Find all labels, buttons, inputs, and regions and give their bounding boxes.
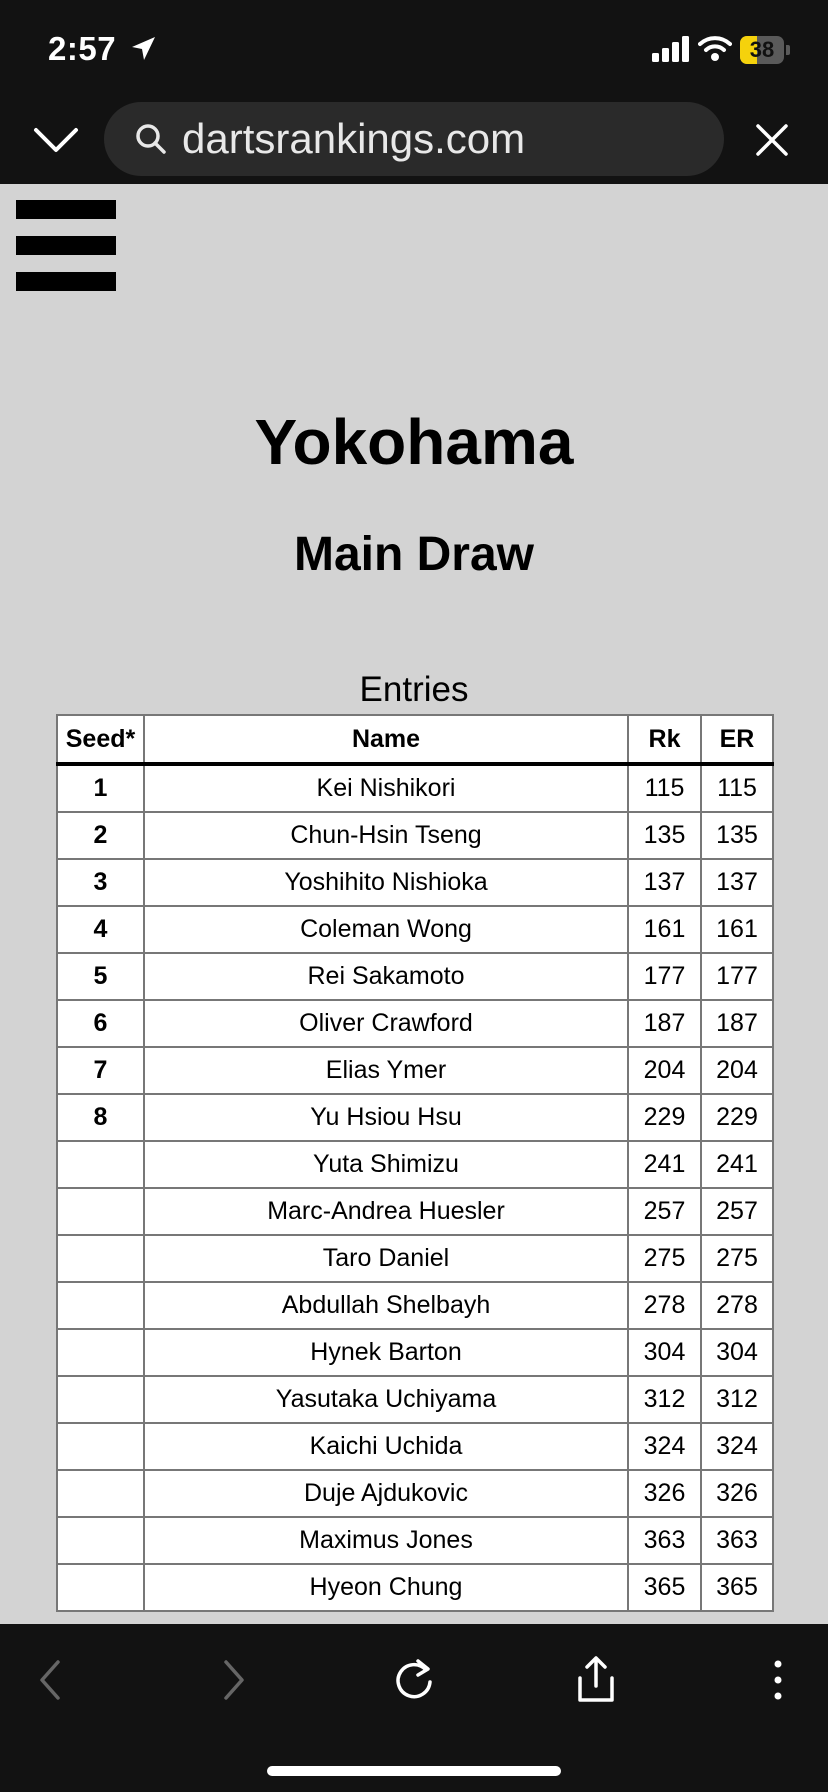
seed-cell (57, 1423, 144, 1470)
table-row (57, 1235, 773, 1282)
seed-cell (57, 1329, 144, 1376)
home-indicator[interactable] (267, 1766, 561, 1776)
seed-cell (57, 1376, 144, 1423)
seed-cell: 6 (57, 1000, 144, 1047)
seed-cell (57, 1188, 144, 1235)
seed-cell (57, 1564, 144, 1611)
entry-rank-cell: 312 (701, 1376, 773, 1423)
table-row (57, 1564, 773, 1611)
seed-cell: 8 (57, 1094, 144, 1141)
back-icon[interactable] (22, 1650, 82, 1710)
table-row (57, 1423, 773, 1470)
entry-rank-cell: 324 (701, 1423, 773, 1470)
seed-cell: 7 (57, 1047, 144, 1094)
rank-cell: 324 (628, 1423, 701, 1470)
entry-rank-cell: 326 (701, 1470, 773, 1517)
more-icon[interactable] (748, 1650, 808, 1710)
url-field[interactable] (104, 102, 724, 176)
rank-cell: 365 (628, 1564, 701, 1611)
seed-cell: 5 (57, 953, 144, 1000)
entry-rank-cell: 229 (701, 1094, 773, 1141)
table-row (57, 1470, 773, 1517)
player-name-cell: Oliver Crawford (144, 1000, 628, 1047)
table-row (57, 764, 773, 812)
rank-cell: 177 (628, 953, 701, 1000)
player-name-cell: Hynek Barton (144, 1329, 628, 1376)
browser-address-bar (0, 98, 828, 184)
table-row (57, 812, 773, 859)
column-header-name: Name (144, 715, 628, 764)
table-row (57, 1000, 773, 1047)
entry-rank-cell: 363 (701, 1517, 773, 1564)
entry-rank-cell: 135 (701, 812, 773, 859)
column-header-rank: Rk (628, 715, 701, 764)
entries-table (56, 714, 774, 1612)
battery-level: 38 (749, 37, 775, 62)
table-row (57, 1517, 773, 1564)
cellular-signal-icon (652, 36, 690, 62)
player-name-cell: Taro Daniel (144, 1235, 628, 1282)
table-caption: Entries (359, 670, 469, 709)
rank-cell: 326 (628, 1470, 701, 1517)
page-subtitle: Main Draw (293, 528, 535, 581)
player-name-cell: Hyeon Chung (144, 1564, 628, 1611)
rank-cell: 137 (628, 859, 701, 906)
wifi-icon (698, 34, 732, 62)
column-header-seed: Seed* (57, 715, 144, 764)
rank-cell: 187 (628, 1000, 701, 1047)
table-row (57, 1329, 773, 1376)
share-icon[interactable] (566, 1650, 626, 1710)
rank-cell: 275 (628, 1235, 701, 1282)
player-name-cell: Rei Sakamoto (144, 953, 628, 1000)
entry-rank-cell: 187 (701, 1000, 773, 1047)
page-title: Yokohama (254, 406, 574, 478)
search-icon (134, 122, 168, 156)
entry-rank-cell: 278 (701, 1282, 773, 1329)
seed-cell: 4 (57, 906, 144, 953)
rank-cell: 241 (628, 1141, 701, 1188)
entry-rank-cell: 241 (701, 1141, 773, 1188)
seed-cell: 3 (57, 859, 144, 906)
entries-table-container (56, 714, 774, 1624)
table-row (57, 1188, 773, 1235)
rank-cell: 135 (628, 812, 701, 859)
table-row (57, 1094, 773, 1141)
entry-rank-cell: 177 (701, 953, 773, 1000)
close-icon[interactable] (752, 120, 792, 160)
table-header-row (57, 715, 773, 764)
table-row (57, 1047, 773, 1094)
entry-rank-cell: 304 (701, 1329, 773, 1376)
location-arrow-icon (128, 34, 158, 64)
table-row (57, 953, 773, 1000)
rank-cell: 304 (628, 1329, 701, 1376)
entry-rank-cell: 365 (701, 1564, 773, 1611)
seed-cell: 2 (57, 812, 144, 859)
player-name-cell: Duje Ajdukovic (144, 1470, 628, 1517)
player-name-cell: Kei Nishikori (144, 764, 628, 812)
rank-cell: 363 (628, 1517, 701, 1564)
entry-rank-cell: 115 (701, 764, 773, 812)
player-name-cell: Chun-Hsin Tseng (144, 812, 628, 859)
status-bar (0, 0, 828, 98)
rank-cell: 229 (628, 1094, 701, 1141)
column-header-entry-rank: ER (701, 715, 773, 764)
battery-indicator (740, 36, 790, 64)
seed-cell (57, 1282, 144, 1329)
entry-rank-cell: 275 (701, 1235, 773, 1282)
table-row (57, 1282, 773, 1329)
player-name-cell: Abdullah Shelbayh (144, 1282, 628, 1329)
rank-cell: 257 (628, 1188, 701, 1235)
entry-rank-cell: 137 (701, 859, 773, 906)
entry-rank-cell: 161 (701, 906, 773, 953)
player-name-cell: Yoshihito Nishioka (144, 859, 628, 906)
player-name-cell: Yasutaka Uchiyama (144, 1376, 628, 1423)
entry-rank-cell: 257 (701, 1188, 773, 1235)
status-time: 2:57 (48, 30, 117, 67)
player-name-cell: Marc-Andrea Huesler (144, 1188, 628, 1235)
player-name-cell: Yu Hsiou Hsu (144, 1094, 628, 1141)
seed-cell (57, 1141, 144, 1188)
player-name-cell: Kaichi Uchida (144, 1423, 628, 1470)
table-row (57, 1141, 773, 1188)
chevron-down-icon[interactable] (30, 120, 82, 160)
seed-cell (57, 1470, 144, 1517)
rank-cell: 204 (628, 1047, 701, 1094)
table-row (57, 906, 773, 953)
entry-rank-cell: 204 (701, 1047, 773, 1094)
player-name-cell: Maximus Jones (144, 1517, 628, 1564)
rank-cell: 161 (628, 906, 701, 953)
seed-cell (57, 1517, 144, 1564)
rank-cell: 278 (628, 1282, 701, 1329)
reload-icon[interactable] (384, 1650, 444, 1710)
table-row (57, 859, 773, 906)
rank-cell: 115 (628, 764, 701, 812)
seed-cell: 1 (57, 764, 144, 812)
hamburger-menu-icon[interactable] (16, 200, 116, 292)
forward-icon[interactable] (202, 1650, 262, 1710)
seed-cell (57, 1235, 144, 1282)
url-text[interactable]: dartsrankings.com (182, 115, 526, 162)
player-name-cell: Yuta Shimizu (144, 1141, 628, 1188)
rank-cell: 312 (628, 1376, 701, 1423)
table-row (57, 1376, 773, 1423)
player-name-cell: Elias Ymer (144, 1047, 628, 1094)
player-name-cell: Coleman Wong (144, 906, 628, 953)
